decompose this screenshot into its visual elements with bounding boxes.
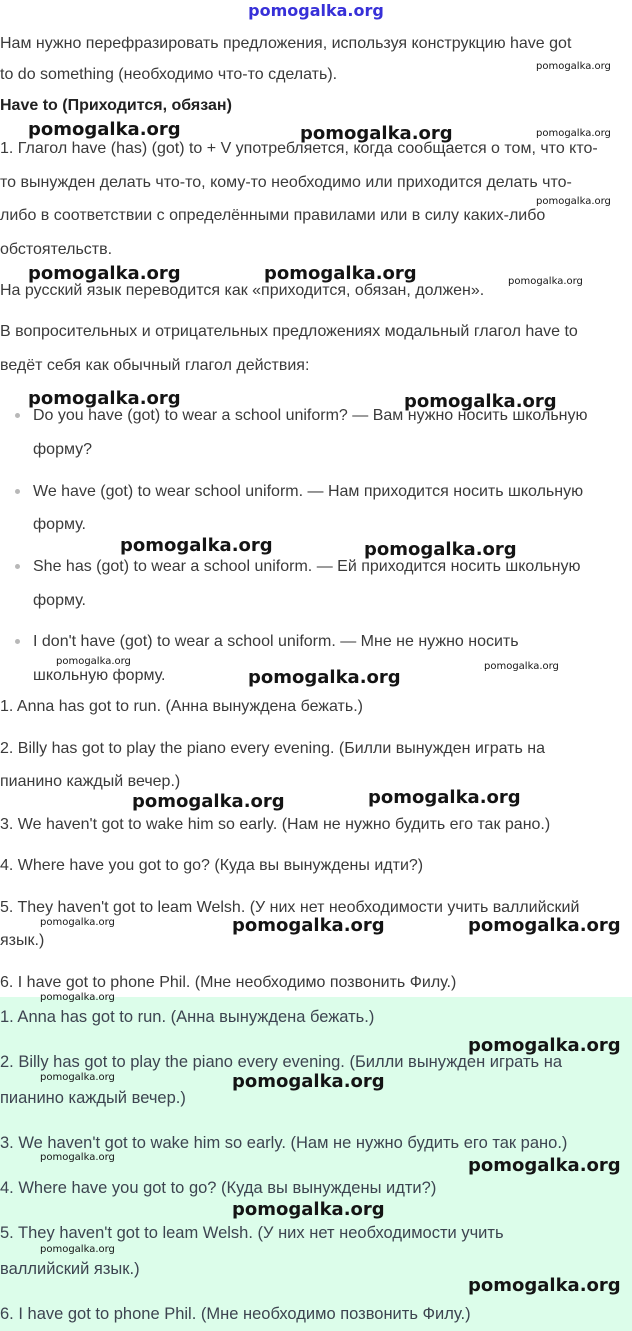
watermark: pomogalka.org	[232, 1071, 385, 1092]
answer-5-line-1: 5. They haven't got to leam Welsh. (У них нет необходимости учить	[0, 1224, 504, 1242]
modal-line-2: ведёт себя как обычный глагол действия:	[0, 357, 310, 374]
watermark: pomogalka.org	[28, 119, 181, 140]
answer-6: 6. I have got to phone Phil. (Мне необходимо позвонить Филу.)	[0, 1305, 471, 1323]
watermark: pomogalka.org	[484, 661, 559, 672]
watermark: pomogalka.org	[300, 123, 453, 144]
answer-5-line-2: валлийский язык.)	[0, 1260, 140, 1278]
bullet-dot	[15, 489, 20, 494]
rule-line-2: то вынужден делать что-то, кому-то необходимо или приходится делать что-	[0, 174, 572, 191]
rule-line-4: обстоятельств.	[0, 241, 113, 258]
sentence-2-line-1: 2. Billy has got to play the piano every evening. (Билли вынужден играть на	[0, 740, 545, 757]
watermark: pomogalka.org	[468, 1155, 621, 1176]
answer-3: 3. We haven't got to wake him so early. (Нам не нужно будить его так рано.)	[0, 1134, 568, 1152]
answer-2-line-2: пианино каждый вечер.)	[0, 1089, 186, 1107]
watermark: pomogalka.org	[248, 667, 401, 688]
rule-line-3: либо в соответствии с определёнными правилами или в силу каких-либо	[0, 207, 546, 224]
answer-1: 1. Anna has got to run. (Анна вынуждена бежать.)	[0, 1008, 375, 1026]
watermark: pomogalka.org	[468, 1035, 621, 1056]
bullet-dot	[15, 639, 20, 644]
example-line: форму.	[33, 592, 86, 609]
intro-line-1: Нам нужно перефразировать предложения, используя конструкцию have got	[0, 35, 572, 52]
watermark: pomogalka.org	[536, 61, 611, 72]
watermark: pomogalka.org	[28, 263, 181, 284]
watermark: pomogalka.org	[40, 992, 115, 1003]
watermark: pomogalka.org	[28, 388, 181, 409]
example-line: форму?	[33, 441, 93, 458]
watermark: pomogalka.org	[536, 196, 611, 207]
example-line: школьную форму.	[33, 667, 166, 684]
watermark: pomogalka.org	[368, 787, 521, 808]
sentence-1: 1. Anna has got to run. (Анна вынуждена бежать.)	[0, 698, 363, 715]
watermark: pomogalka.org	[404, 391, 557, 412]
watermark: pomogalka.org	[468, 1275, 621, 1296]
bullet-dot	[15, 413, 20, 418]
translation-note: На русский язык переводится как «приходится, обязан, должен».	[0, 282, 485, 299]
sentence-5-line-1: 5. They haven't got to leam Welsh. (У них нет необходимости учить валлийский	[0, 899, 580, 916]
section-heading: Have to (Приходится, обязан)	[0, 97, 232, 114]
watermark: pomogalka.org	[132, 791, 285, 812]
answer-2-line-1: 2. Billy has got to play the piano every evening. (Билли вынужден играть на	[0, 1053, 563, 1071]
sentence-5-line-2: язык.)	[0, 932, 45, 949]
watermark: pomogalka.org	[120, 535, 273, 556]
example-line: Do you have (got) to wear a school uniform? — Вам нужно носить школьную	[33, 407, 588, 424]
sentence-2-line-2: пианино каждый вечер.)	[0, 773, 181, 790]
intro-line-2: to do something (необходимо что-то сделать).	[0, 66, 338, 83]
watermark: pomogalka.org	[40, 1072, 115, 1083]
watermark: pomogalka.org	[264, 263, 417, 284]
watermark: pomogalka.org	[508, 276, 583, 287]
watermark: pomogalka.org	[364, 539, 517, 560]
bullet-dot	[15, 564, 20, 569]
example-line: She has (got) to wear a school uniform. — Ей приходится носить школьную	[33, 558, 581, 575]
watermark: pomogalka.org	[56, 656, 131, 667]
watermark: pomogalka.org	[40, 1244, 115, 1255]
modal-line-1: В вопросительных и отрицательных предложениях модальный глагол have to	[0, 323, 578, 340]
rule-line-1: 1. Глагол have (has) (got) to + V употребляется, когда сообщается о том, что кто-	[0, 140, 598, 157]
watermark: pomogalka.org	[40, 917, 115, 928]
example-line: We have (got) to wear school uniform. — Нам приходится носить школьную	[33, 483, 584, 500]
watermark-top: pomogalka.org	[248, 1, 384, 20]
watermark: pomogalka.org	[232, 1199, 385, 1220]
example-line: I don't have (got) to wear a school uniform. — Мне не нужно носить	[33, 633, 519, 650]
watermark: pomogalka.org	[232, 915, 385, 936]
watermark: pomogalka.org	[468, 915, 621, 936]
watermark: pomogalka.org	[536, 128, 611, 139]
answer-4: 4. Where have you got to go? (Куда вы вынуждены идти?)	[0, 1179, 437, 1197]
sentence-6: 6. I have got to phone Phil. (Мне необходимо позвонить Филу.)	[0, 974, 457, 991]
watermark: pomogalka.org	[40, 1152, 115, 1163]
sentence-4: 4. Where have you got to go? (Куда вы вынуждены идти?)	[0, 857, 424, 874]
sentence-3: 3. We haven't got to wake him so early. (Нам не нужно будить его так рано.)	[0, 816, 551, 833]
example-line: форму.	[33, 516, 86, 533]
